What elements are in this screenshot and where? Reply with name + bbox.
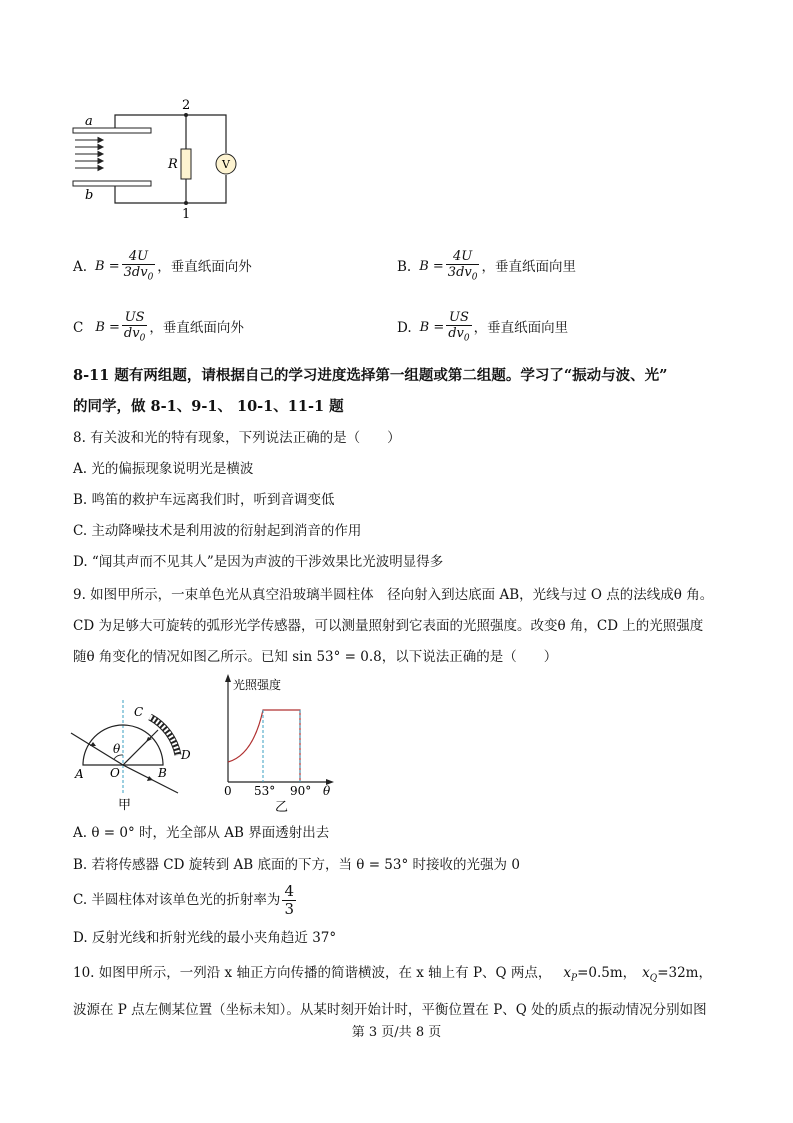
circuit-diagram	[60, 95, 250, 220]
q9-stem-line1: 9. 如图甲所示，一束单色光从真空沿玻璃半圆柱体 径向射入到达底面 AB，光线与过 O 点的法线成θ 角。	[73, 587, 714, 603]
q10-stem-line1: 10. 如图甲所示，一列沿 x 轴正方向传播的简谐横波，在 x 轴上有 P、Q 两点， $x_P=0.5m$， $x_Q=32m$，	[73, 965, 712, 984]
label-O: O	[110, 766, 120, 780]
plate-b	[73, 181, 151, 186]
option-letter: D.	[397, 320, 412, 336]
formula-lhs: B =	[95, 320, 120, 335]
formula-fraction: $\frac{US}{dv_0}$	[448, 309, 470, 344]
label-R: R	[168, 157, 178, 172]
reflected-ray	[123, 730, 158, 765]
q8-option-D: D. “闻其声而不见其人”是因为声波的干涉效果比光波明显得多	[73, 554, 444, 570]
voltmeter-label: V	[222, 158, 230, 171]
option-letter: C	[73, 320, 84, 336]
resistor	[181, 149, 191, 179]
q9-option-C-text: C. 半圆柱体对该单色光的折射率为	[73, 892, 281, 908]
option-text: ，垂直纸面向外	[157, 259, 252, 275]
junction-2	[184, 113, 188, 117]
caption-yi: 乙	[275, 800, 289, 815]
tick-53: 53°	[254, 784, 276, 798]
q8-option-A: A. 光的偏振现象说明光是横波	[73, 461, 254, 477]
option-text: ，垂直纸面向里	[473, 320, 569, 336]
formula-lhs: B =	[95, 259, 120, 274]
page-footer: 第 3 页/共 8 页	[351, 1025, 442, 1040]
y-axis-label: 光照强度	[233, 678, 282, 692]
label-b: b	[85, 188, 94, 203]
label-B: B	[158, 766, 167, 780]
formula-fraction: $\frac{US}{dv_0}$	[123, 309, 146, 344]
intensity-curve	[228, 710, 300, 782]
option-7D	[397, 307, 568, 349]
option-7B	[397, 246, 576, 288]
refractive-index-fraction: $\frac{4}{3}$	[284, 881, 294, 918]
label-C: C	[134, 705, 144, 719]
formula-fraction: $\frac{4U}{3dv_0}$	[447, 248, 478, 283]
formula-fraction: $\frac{4U}{3dv_0}$	[123, 248, 154, 283]
q10-stem-line2: 波源在 P 点左侧某位置（坐标未知）。从某时刻开始计时，平衡位置在 P、Q 处的质点的振动情况分别如图	[73, 1002, 707, 1018]
label-a: a	[85, 114, 93, 129]
q9-stem-line2: CD 为足够大可旋转的弧形光学传感器，可以测量照射到它表面的光照强度。改变θ 角，CD 上的光照强度	[73, 618, 704, 634]
option-letter: B.	[397, 259, 412, 275]
formula-lhs: B =	[419, 320, 445, 335]
sensor-CD	[150, 717, 178, 755]
label-A: A	[75, 767, 84, 781]
label-node-2: 2	[182, 98, 191, 113]
tick-90: 90°	[290, 784, 312, 798]
option-7A	[73, 246, 252, 288]
q8-stem: 8. 有关波和光的特有现象，下列说法正确的是（ ）	[73, 430, 401, 446]
q9-option-A: A. θ = 0° 时，光全部从 AB 界面透射出去	[73, 825, 330, 841]
formula-lhs: B =	[419, 259, 444, 274]
caption-jia: 甲	[118, 798, 132, 813]
x-axis-label: θ	[323, 784, 331, 798]
q8-option-C: C. 主动降噪技术是利用波的衍射起到消音的作用	[73, 523, 362, 539]
group-instruction-line1: 8-11 题有两组题，请根据自己的学习进度选择第一组题或第二组题。学习了“振动与波、光”	[73, 367, 668, 384]
figure-yi	[218, 670, 343, 815]
q9-option-B: B. 若将传感器 CD 旋转到 AB 底面的下方，当 θ = 53° 时接收的光强为 0	[73, 857, 520, 873]
q9-stem-line3: 随θ 角变化的情况如图乙所示。已知 sin 53° = 0.8，以下说法正确的是（ ）	[73, 649, 558, 665]
option-text: ，垂直纸面向外	[149, 320, 244, 336]
q9-option-D: D. 反射光线和折射光线的最小夹角趋近 37°	[73, 930, 337, 946]
origin-label: 0	[224, 784, 232, 798]
q9-option-C	[73, 880, 298, 920]
label-D: D	[181, 748, 191, 762]
label-theta: θ	[113, 742, 121, 756]
particle-arrows	[75, 138, 103, 171]
junction-1	[184, 201, 188, 205]
option-letter: A.	[73, 259, 88, 275]
figure-jia	[68, 695, 198, 815]
q8-option-B: B. 鸣笛的救护车远离我们时，听到音调变低	[73, 492, 335, 508]
option-text: ，垂直纸面向里	[481, 259, 576, 275]
label-node-1: 1	[182, 207, 191, 220]
group-instruction-line2: 的同学，做 8-1、9-1、 10-1、11-1 题	[73, 398, 344, 415]
option-7C	[73, 307, 244, 349]
